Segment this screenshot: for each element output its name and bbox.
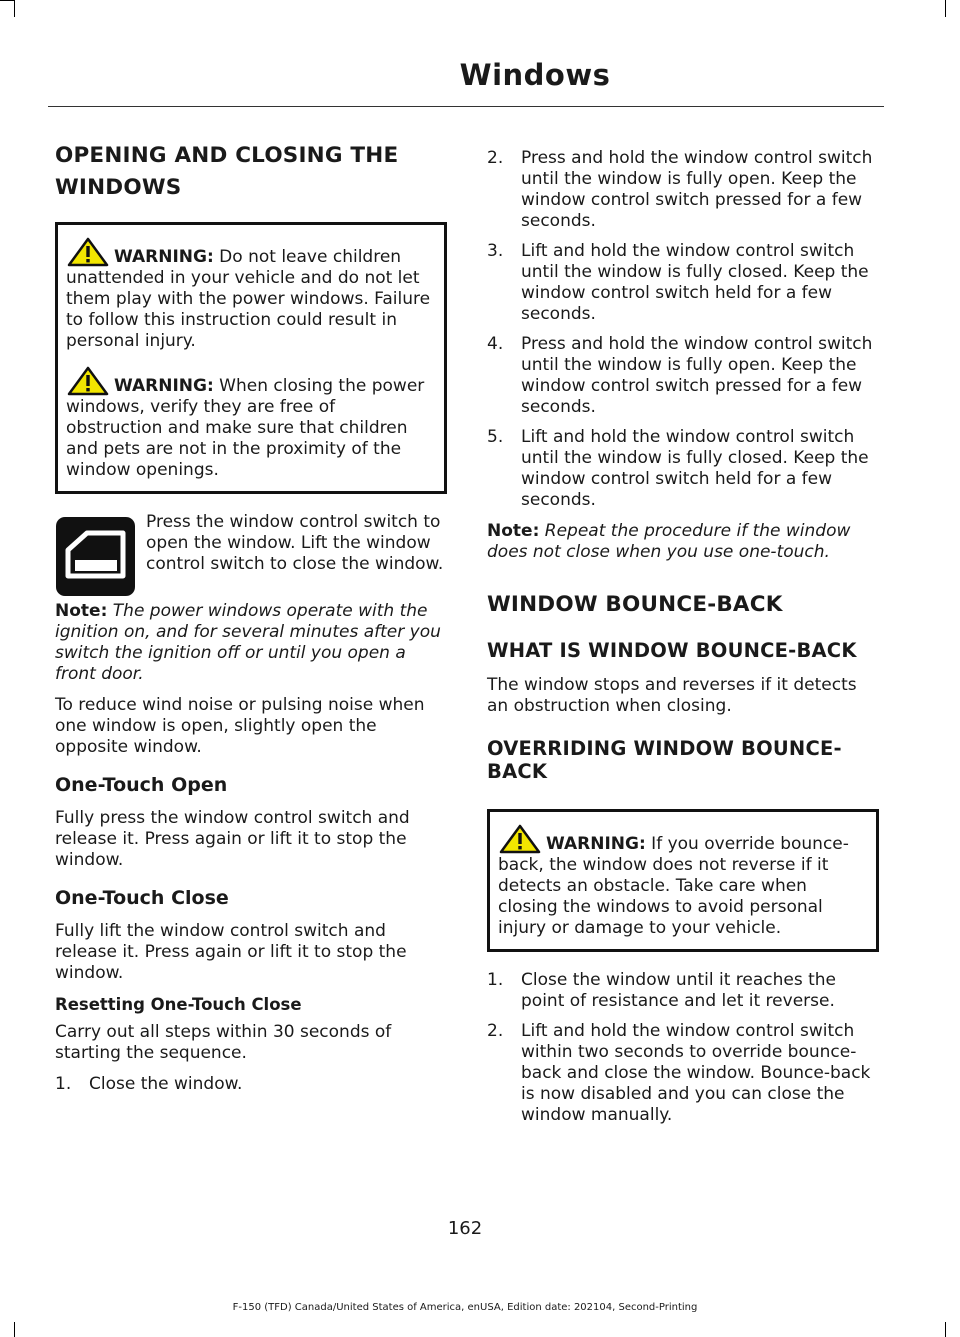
window-switch-text: Press the window control switch to open the window. Lift the window control switch to close the window. [146, 512, 444, 574]
resetting-text: Carry out all steps within 30 seconds of starting the sequence. [55, 1022, 392, 1063]
list-item [487, 148, 879, 232]
warning-paragraph [66, 237, 436, 352]
note-paragraph [55, 601, 447, 685]
wind-noise-paragraph: To reduce wind noise or pulsing noise when one window is open, slightly open the opposite window. [55, 695, 425, 757]
step-number: 3. [487, 241, 504, 261]
step-text: Close the window until it reaches the point of resistance and let it reverse. [521, 970, 837, 1011]
page-number: 162 [447, 1218, 483, 1239]
step-number: 4. [487, 334, 504, 354]
left-column [55, 140, 447, 1105]
step-text: Press and hold the window control switch until the window is fully open. Keep the window control switch pressed for a few seconds. [521, 148, 873, 231]
subheading-resetting: Resetting One-Touch Close [55, 995, 302, 1014]
warning-triangle-icon [66, 237, 110, 267]
reset-steps-list-continued [487, 148, 879, 511]
what-is-text: The window stops and reverses if it detects an obstruction when closing. [487, 675, 857, 716]
subheading-one-touch-open: One-Touch Open [55, 774, 228, 796]
one-touch-close-text: Fully lift the window control switch and release it. Press again or lift it to stop the window. [55, 921, 407, 983]
page-header-title: Windows [459, 58, 611, 92]
list-item [487, 970, 879, 1012]
subheading-overriding-bounce-back: OVERRIDING WINDOW BOUNCE-BACK [487, 737, 842, 783]
warning-text: Do not leave children unattended in your vehicle and do not let them play with the power windows. Failure to follow this instruction could result in personal injury. [66, 247, 431, 351]
crop-mark [14, 1322, 15, 1337]
reset-steps-list [55, 1074, 447, 1095]
subheading-one-touch-close: One-Touch Close [55, 887, 229, 909]
warning-triangle-icon [66, 366, 110, 396]
section-heading-opening-closing: OPENING AND CLOSING THE WINDOWS [55, 143, 399, 200]
note-label: Note: [487, 521, 540, 541]
step-number: 1. [487, 970, 504, 990]
note-text: Repeat the procedure if the window does not close when you use one-touch. [487, 521, 851, 562]
header-rule [48, 106, 884, 107]
step-text: Lift and hold the window control switch until the window is fully closed. Keep the window control switch held for a few seconds. [521, 427, 869, 510]
right-column [487, 148, 879, 1136]
crop-mark [945, 0, 946, 17]
list-item [55, 1074, 447, 1095]
list-item [487, 1021, 879, 1126]
warning-box [55, 222, 447, 494]
note-label: Note: [55, 601, 108, 621]
note-paragraph [487, 521, 879, 563]
override-steps-list [487, 970, 879, 1126]
step-number: 2. [487, 1021, 504, 1041]
step-text: Press and hold the window control switch until the window is fully open. Keep the window control switch pressed for a few seconds. [521, 334, 873, 417]
subheading-what-is-bounce-back: WHAT IS WINDOW BOUNCE-BACK [487, 639, 857, 662]
footer-edition-info: F-150 (TFD) Canada/United States of America, enUSA, Edition date: 202104, Second-Printing [232, 1302, 698, 1313]
warning-label: WARNING: [114, 376, 214, 396]
warning-triangle-icon [498, 824, 542, 854]
window-switch-block [55, 512, 447, 601]
warning-label: WARNING: [114, 247, 214, 267]
warning-text: When closing the power windows, verify they are free of obstruction and make sure that children and pets are not in the proximity of the window openings. [66, 376, 425, 480]
warning-box [487, 809, 879, 952]
step-text: Lift and hold the window control switch until the window is fully closed. Keep the window control switch held for a few seconds. [521, 241, 869, 324]
step-number: 5. [487, 427, 504, 447]
step-number: 2. [487, 148, 504, 168]
list-item [487, 427, 879, 511]
step-text: Close the window. [89, 1074, 243, 1094]
warning-paragraph [66, 366, 436, 481]
window-switch-icon [55, 516, 136, 597]
crop-mark [0, 0, 14, 1]
crop-mark [14, 0, 15, 17]
list-item [487, 334, 879, 418]
step-number: 1. [55, 1074, 72, 1094]
note-text: The power windows operate with the ignition on, and for several minutes after you switch the ignition off or until you open a front door. [55, 601, 441, 684]
warning-text: If you override bounce-back, the window does not reverse if it detects an obstacle. Take care when closing the windows to avoid personal injury or damage to your vehicle. [498, 834, 849, 938]
crop-mark [945, 1322, 946, 1337]
warning-paragraph [498, 824, 868, 939]
list-item [487, 241, 879, 325]
section-heading-bounce-back: WINDOW BOUNCE-BACK [487, 592, 783, 617]
one-touch-open-text: Fully press the window control switch and release it. Press again or lift it to stop the window. [55, 808, 410, 870]
step-text: Lift and hold the window control switch within two seconds to override bounce-back and close the window. Bounce-back is now disabled and you can close the window manually. [521, 1021, 871, 1125]
warning-label: WARNING: [546, 834, 646, 854]
